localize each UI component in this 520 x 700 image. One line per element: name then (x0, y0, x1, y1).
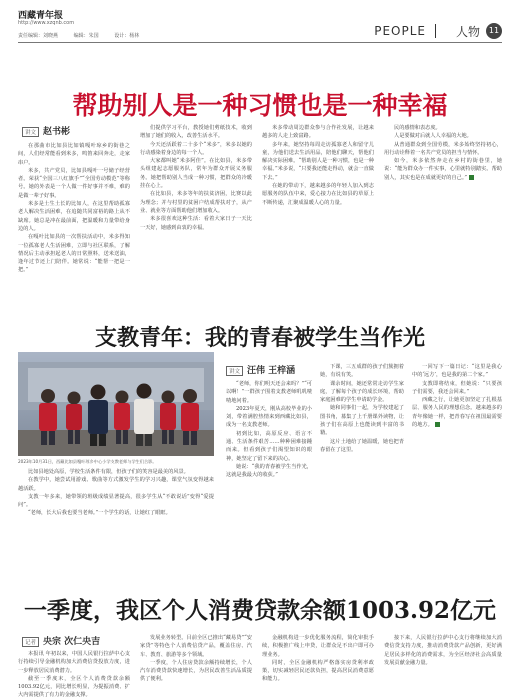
paragraph: 发展业务转型。目前全区已推出“藏易贷”“安家贷”等特色个人消费信贷产品，覆盖住房、汽车、教育、旅游等多个领域。 (140, 635, 252, 658)
article1-headline: 帮助别人是一种习惯也是一种幸福 (72, 91, 448, 120)
paragraph: 金融机构进一步优化服务流程，简化审批手续，积极推广线上申贷，让群众足不出户即可办理业务。 (262, 635, 374, 658)
paragraph: 截至一季度末，全区个人消费贷款余额1003.92亿元，同比增长明显，为提振消费、扩大内需提供了有力的金融支撑。 (18, 675, 130, 698)
layout-credit: 编辑：朱国 (73, 33, 99, 39)
page-number: 11 (486, 23, 502, 39)
newspaper-url: http://www.xzqnb.com (18, 20, 75, 26)
byline-tag: 讲文 (22, 127, 39, 137)
paragraph (412, 396, 502, 429)
paragraph: 们提供学习平台，教授她们剪纸技术，收到增加了她们的收入，改善生活水平。 (140, 125, 252, 140)
article3-column-2 (140, 634, 252, 698)
paragraph: 课余时间，她还常常走访学生家庭，了解每个孩子的成长环境，帮助家庭困难的学生申请助学金。 (320, 380, 404, 404)
article3-column-4 (384, 634, 502, 698)
article2-headline: 支教青年：我的青春被学生当作光 (94, 325, 425, 351)
paragraph: 她说：“我的青春被学生当作光，这就是我最大的收获。” (226, 463, 312, 479)
article1-byline (22, 124, 70, 137)
paragraph: 米多，共产党员，比如县嘎叶一号储子经营者。荣获“全国三八红旗手”“全国劳动模范”等称号。她的外表是一个人做一件好事并不难，难的是做一辈子好事。 (18, 167, 130, 199)
article3-byline (22, 634, 100, 647)
paragraph: 支教一年多来，她带领的班级成绩显著提高，很多学生从“不敢说话”变得“爱提问”。 (18, 493, 214, 509)
article1-column-2 (140, 124, 252, 308)
article2-column-4 (412, 363, 502, 572)
article2-column-3 (320, 363, 404, 572)
byline-author: 赵书彬 (43, 127, 71, 137)
byline-author: 央宗 次仁央吉 (43, 637, 101, 647)
article3-column-3 (262, 634, 374, 698)
newspaper-name: 西藏青年报 (18, 11, 64, 21)
byline-tag: 记者 (22, 637, 39, 647)
paragraph-text: 西藏之行，让她更加坚定了扎根基层、服务人民的理想信念。越来越多的青年像她一样，把青春写在祖国最需要的地方。 (412, 397, 502, 429)
paragraph: 米多带动周边群众参与合作社发展，让越来越多的人走上致富路。 (262, 125, 374, 140)
paragraph: “老师，长大后我也要当老师。”一个学生的话，让她红了眼眶。 (28, 510, 171, 517)
article2-column-2 (18, 468, 214, 572)
article1-column-4 (384, 124, 502, 308)
paragraph: 大家都叫她“米多阿佳”。在比如县，米多带头组建起志愿服务队，常年为群众开展义务服务。她把帮助别人当成一种习惯，把群众的冷暖挂在心上。 (140, 158, 252, 190)
paragraph: 今天还活跃着二十多个“米多”，米多以她的行动感染着身边的每一个人。 (140, 141, 252, 156)
paragraph: 在教学中，她尝试用游戏、歌曲等方式激发学生的学习兴趣，课堂气氛变得越来越活跃。 (18, 477, 214, 492)
paragraph: 米多很喜欢这种生活：看着大家日子一天比一天好，她感到由衷的幸福。 (140, 216, 252, 231)
paragraph (384, 157, 502, 182)
photo-caption: 2023年10月31日，西藏比如县嘎叶琼乡中心小学支教老师与学生们合影。 (18, 459, 157, 464)
paragraph: 多年来，她坚持每周走访孤寡老人和留守儿童，为他们送去生活用品，陪他们聊天，帮他们解决实际困难。“帮助别人是一种习惯，也是一种幸福。”米多说，“只要我还能走得动，就会一直做下去。” (262, 141, 374, 181)
byline-author: 汪伟 王梓涵 (247, 366, 296, 376)
paragraph: 在那曲市比如县比如镇嘎叶琼乡的街巷之间，人们经常能看到米多，鸣笛来回奔走，走家串户。 (18, 143, 130, 166)
masthead-rule (18, 42, 502, 43)
paragraph-text: 如今，米多依然奔走在乡村的街巷里，她说：“能为群众办一件实事，心里就特别踏实。帮助别人，其实也是在成就更好的自己。” (384, 158, 502, 181)
paragraph: 这片土地给了她温暖，她也把青春留在了这里。 (320, 438, 404, 453)
paragraph: 下课，三五成群的孩子们簇拥着她，有说有笑。 (320, 364, 404, 379)
section-divider (435, 24, 436, 38)
section-label-cn: 人物 (455, 25, 480, 39)
article1-column-1 (18, 142, 130, 308)
paragraph: 她和同事们一起，为学校建起了图书角，募集了上千册课外读物，让孩子们在高原上也能读到丰富的书籍。 (320, 405, 404, 437)
end-mark-icon (435, 422, 440, 427)
paragraph: 比如县地处高原，学校生活条件有限，但孩子们的笑容是最美的风景。 (28, 469, 189, 475)
paragraph: 民的感情和表态度。 (394, 125, 441, 131)
paragraph: 一回写下一篇日记：“这里是我心中的‘远方’，也是我的第二个家。” (412, 364, 502, 379)
paragraph: 一季度，个人住房贷款余额持续增长，个人汽车消费贷款快速增长，为居民改善生活品质提供了便利。 (140, 659, 252, 683)
paragraph: 同时，全区金融机构严格落实房贷利率政策，切实减轻居民还款负担，提高居民消费意愿和能力。 (262, 659, 374, 683)
article2-byline (226, 363, 295, 376)
paragraph: 在比如县，米多等年的扶贫济困，比赛以此为理念；并与村里的贫困户结成帮扶对子，从产业、就业等方面帮助他们增加收入。 (140, 191, 252, 214)
article3-headline: 一季度，我区个人消费贷款余额1003.92亿元 (23, 597, 497, 624)
article1-column-3 (262, 124, 374, 308)
paragraph: 米多是土生土长的比如人，在这里帮助孤寡老人解决生活困难，在追随共同富裕的路上从不缺席。她总是冲在最前面，把温暖和力量带给身边的人。 (18, 201, 130, 232)
design-credit: 设计：杨林 (114, 33, 140, 39)
group-photo-icon (18, 352, 214, 456)
article2-column-1 (226, 380, 312, 572)
paragraph: 2023年夏天，刚从高校毕业的小刘，带着满腔热情来到西藏比如县，成为一名支教老师。 (226, 405, 312, 429)
article3-column-1 (18, 650, 130, 698)
paragraph: 在嘎叶比如县的一次帮扶活动中，米多得知一位孤寡老人生活困难，立即与社区联系，了解情况后主动承担起老人的日常照料，送米送油，逢年过节还上门陪伴。她常说：“能帮一把是一把。” (18, 234, 130, 274)
paragraph: 支教即将结束，但她说：“只要孩子们需要，我还会回来。” (412, 380, 502, 395)
end-mark-icon (469, 175, 474, 180)
paragraph: 初到比如，高原反应、语言不通、生活条件艰苦……种种困难接踵而来。但看到孩子们渴望知识的眼神，她坚定了留下来的决心。 (226, 430, 312, 462)
paragraph: 接下来，人民银行拉萨中心支行将继续加大消费信贷支持力度，推动消费贷款产品创新，更好满足居民多样化的消费需求，为全区经济社会高质量发展贡献金融力量。 (384, 635, 502, 666)
paragraph: 在她的带动下，越来越多的年轻人加入到志愿服务的队伍中来，爱心接力在比如县的草原上不断传递，汇聚成温暖人心的力量。 (262, 183, 374, 206)
byline-tag: 讲文 (226, 366, 243, 376)
paragraph: “老师，你们明天还会来吗？”“可以啊！”一群孩子围着支教老师叽叽喳喳地问着。 (226, 381, 312, 404)
paragraph: 本报讯 年初以来，中国人民银行拉萨中心支行持续引导金融机构加大消费信贷投放力度，进一步释放居民消费潜力。 (18, 651, 130, 674)
article2-photo (18, 352, 214, 456)
editor-credits (18, 32, 153, 39)
paragraph: 人是要做对后就人人幸福的大地。 (394, 133, 472, 140)
paragraph: 从普通群众到全国劳模，米多始终坚持初心，用行动诠释着一名共产党员的担当与情怀。 (384, 141, 502, 156)
editor-credit: 责任编辑：刘晓燕 (18, 33, 59, 39)
section-label-en: PEOPLE (374, 24, 426, 38)
